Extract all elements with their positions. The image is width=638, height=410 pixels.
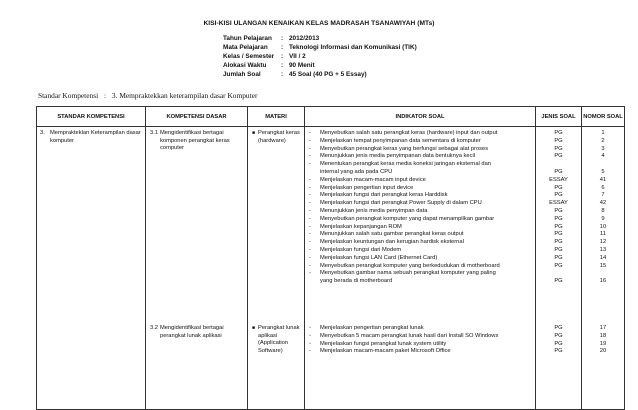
header-materi: MATERI xyxy=(248,107,305,127)
indicator-dash: - xyxy=(309,153,311,160)
indicator-line xyxy=(309,270,496,276)
sk-text: Memprakteklan Keterampilan dasar komputer xyxy=(50,130,141,144)
kd-number: 3.2 xyxy=(150,325,158,331)
jenis-soal-value: ESSAY xyxy=(549,176,568,183)
indicator-line xyxy=(309,138,481,144)
meta-colon: : xyxy=(281,44,284,52)
meta-value: 90 Menit xyxy=(289,62,315,70)
indicator-dash: - xyxy=(309,184,311,191)
nomor-soal-value: 4 xyxy=(601,153,605,160)
nomor-soal-value: 6 xyxy=(601,184,605,191)
indicator-line xyxy=(309,146,488,152)
indicator-text: Menjelaskan fungsi perangkat lunak system utility xyxy=(320,340,447,347)
header-nomor-soal: NOMOR SOAL xyxy=(582,107,625,127)
indicator-dash: - xyxy=(309,137,311,144)
indicator-dash: - xyxy=(309,223,311,230)
indicator-text: Menjelaskan kepanjangan ROM xyxy=(320,223,402,230)
indicator-line xyxy=(309,325,424,331)
nomor-soal-value: 41 xyxy=(599,176,607,183)
nomor-soal-value: 12 xyxy=(599,239,607,246)
indicator-text: Menentukan perangkat keras media koneksi jaringan eksternal dan xyxy=(320,161,492,168)
indicator-text: Menyebutkan 5 macam perangkat lunak hasil dari Install SO Windows xyxy=(320,332,499,339)
indicator-line xyxy=(309,177,426,183)
indicator-dash: - xyxy=(309,348,311,355)
bullet-icon: ■ xyxy=(252,325,256,331)
table-row xyxy=(37,127,625,410)
indicator-line xyxy=(309,153,475,159)
indicator-dash: - xyxy=(309,262,311,269)
materi-text: Perangkat keras (hardware) xyxy=(258,130,300,144)
indicator-text: Menjelaskan tempat penyimpanan data sementara di komputer xyxy=(320,137,481,144)
kd-entry xyxy=(150,325,245,340)
indicator-text: Menjelaskan keuntungan dan kerugian hardisk eksternal xyxy=(320,239,464,246)
indicator-line xyxy=(309,200,482,206)
nomor-soal-value: 19 xyxy=(599,340,607,347)
meta-label: Kelas / Semester xyxy=(223,53,275,61)
indicator-dash: - xyxy=(309,340,311,347)
nomor-soal-value: 15 xyxy=(599,262,607,269)
jenis-soal-value: PG xyxy=(554,247,563,253)
indicator-text: Menyebutkan perangkat komputer yang dapat menampilkan gambar xyxy=(320,215,495,222)
standar-label: Standar Kompetensi xyxy=(38,91,99,100)
nomor-soal-value: 8 xyxy=(601,208,605,214)
jenis-soal-value: PG xyxy=(554,184,563,191)
nomor-soal-value: 18 xyxy=(599,332,607,339)
indicator-line xyxy=(309,263,500,269)
header-standar-kompetensi: STANDAR KOMPETENSI xyxy=(37,107,146,127)
jenis-soal-value: PG xyxy=(554,332,563,339)
meta-colon: : xyxy=(281,62,284,70)
jenis-soal-value: PG xyxy=(554,340,563,347)
indicator-dash: - xyxy=(309,130,311,136)
indicator-text: Menjelaskan macam-macam paket Microsoft Office xyxy=(320,348,451,355)
jenis-soal-value: PG xyxy=(554,169,563,175)
meta-row xyxy=(223,43,417,52)
indicator-dash: - xyxy=(309,145,311,152)
cell-nomor-soal xyxy=(582,127,625,410)
jenis-soal-value: PG xyxy=(554,208,563,214)
cell-materi xyxy=(248,127,305,410)
meta-label: Jumlah Soal xyxy=(223,71,261,79)
cell-indikator-soal xyxy=(305,127,536,410)
jenis-soal-value: PG xyxy=(554,262,563,269)
indicator-dash: - xyxy=(309,247,311,253)
cell-kompetensi-dasar xyxy=(146,127,248,410)
meta-value: 45 Soal (40 PG + 5 Essay) xyxy=(289,71,367,79)
meta-value: Teknologi Informasi dan Komunikasi (TIK) xyxy=(289,44,417,52)
jenis-soal-value: PG xyxy=(554,145,563,152)
indicator-line xyxy=(309,231,464,237)
indicator-dash: - xyxy=(309,332,311,339)
meta-block xyxy=(223,34,417,79)
header-kompetensi-dasar: KOMPETENSI DASAR xyxy=(146,107,248,127)
indicator-text: Menunjukkan jenis media penyimpan data xyxy=(320,208,428,214)
jenis-soal-value: PG xyxy=(554,137,563,144)
indicator-dash: - xyxy=(309,200,311,207)
nomor-soal-value: 13 xyxy=(599,247,607,253)
indicator-line xyxy=(309,161,491,167)
materi-entry xyxy=(252,325,302,355)
indicator-text: yang berada di motherboard xyxy=(320,278,393,285)
indicator-dash: - xyxy=(309,325,311,331)
indicator-line xyxy=(309,255,437,261)
document-title: KISI-KISI ULANGAN KENAIKAN KELAS MADRASAH TSANAWIYAH (MTs) xyxy=(203,20,435,27)
indicator-line xyxy=(309,224,402,230)
indicator-line xyxy=(309,247,401,253)
standar-value: 3. Mempraktekkan keterampilan dasar Komputer xyxy=(111,91,258,100)
indicator-line xyxy=(309,169,392,175)
indicator-text: Menjelaskan pengertian perangkat lunak xyxy=(320,325,424,331)
indicator-line xyxy=(309,208,427,214)
meta-value: VII / 2 xyxy=(289,53,306,61)
nomor-soal-value: 14 xyxy=(599,254,607,261)
nomor-soal-value: 9 xyxy=(601,215,605,222)
meta-row xyxy=(223,34,417,43)
indicator-dash: - xyxy=(309,161,311,168)
indicator-line xyxy=(309,333,498,339)
meta-value: 2012/2013 xyxy=(289,35,320,42)
indicator-dash: - xyxy=(309,215,311,222)
indicator-dash: - xyxy=(309,208,311,214)
indicator-text: Menjelaskan fungsi dari Modem xyxy=(320,247,402,253)
nomor-soal-value: 1 xyxy=(601,130,605,136)
indicator-dash: - xyxy=(309,176,311,183)
indicator-line xyxy=(309,341,446,347)
kisi-kisi-table xyxy=(36,106,625,410)
kd-number: 3.1 xyxy=(150,130,158,136)
standar-kompetensi-line xyxy=(38,91,261,100)
indicator-text: internal yang ada pada CPU xyxy=(320,169,393,175)
standar-separator: : xyxy=(104,91,107,100)
indicator-text: Menjelaskan fungsi LAN Card (Ethernet Card) xyxy=(320,254,438,261)
nomor-soal-value: 20 xyxy=(599,348,607,355)
cell-standar-kompetensi xyxy=(37,127,146,410)
nomor-soal-value: 5 xyxy=(601,169,605,175)
nomor-soal-value: 2 xyxy=(601,137,605,144)
jenis-soal-value: PG xyxy=(554,254,563,261)
header-indikator-soal: INDIKATOR SOAL xyxy=(305,107,536,127)
indicator-text: Menyebutkan perangkat keras yang berfungsi sebagai alat proses xyxy=(320,145,489,152)
jenis-soal-value: PG xyxy=(554,231,563,238)
meta-colon: : xyxy=(281,53,284,61)
indicator-line xyxy=(309,185,413,191)
indicator-line xyxy=(309,192,448,198)
indicator-line xyxy=(309,239,464,245)
meta-label: Mata Pelajaran xyxy=(223,44,268,52)
meta-row xyxy=(223,52,417,61)
materi-entry xyxy=(252,130,302,145)
kd-text: Mengidentifikasi bertagai perangkat lunak aplikasi xyxy=(160,325,224,339)
sk-number: 3. xyxy=(40,130,45,136)
indicator-dash: - xyxy=(309,192,311,199)
header-jenis-soal: JENIS SOAL xyxy=(536,107,582,127)
indicator-dash: - xyxy=(309,239,311,246)
meta-row xyxy=(223,61,417,70)
nomor-soal-value: 3 xyxy=(601,145,605,152)
meta-row xyxy=(223,70,417,79)
jenis-soal-value: PG xyxy=(554,239,563,246)
indicator-line xyxy=(309,348,451,354)
indicator-text: Menjelaskan fungsi dari perangkat keras Harddisk xyxy=(320,192,448,199)
indicator-text: Menjelaskan fungsi dari perangkat Power Supply di dalam CPU xyxy=(320,200,482,207)
jenis-soal-value: PG xyxy=(554,130,563,136)
jenis-soal-value: ESSAY xyxy=(549,200,568,207)
jenis-soal-value: PG xyxy=(554,153,563,160)
indicator-line xyxy=(309,278,392,284)
nomor-soal-value: 17 xyxy=(599,325,607,331)
nomor-soal-value: 16 xyxy=(599,278,607,285)
meta-colon: : xyxy=(281,71,284,79)
indicator-text: Menyebutkan salah satu perangkat keras (hardware) input dan output xyxy=(320,130,498,136)
nomor-soal-value: 7 xyxy=(601,192,605,199)
jenis-soal-value: PG xyxy=(554,278,563,285)
meta-colon: : xyxy=(281,35,284,42)
jenis-soal-value: PG xyxy=(554,223,563,230)
jenis-soal-value: PG xyxy=(554,348,563,355)
bullet-icon: ■ xyxy=(252,130,256,136)
indicator-text: Menyebutkan perangkat komputer yang berkedudukan di motherboard xyxy=(320,262,500,269)
kd-entry xyxy=(150,130,245,153)
jenis-soal-value: PG xyxy=(554,325,563,331)
materi-text: Perangkat lunak aplikasi (Application Software) xyxy=(258,325,300,354)
indicator-text: Menunjukkan jenis media penyimpanan data bentuknya kecil xyxy=(320,153,476,160)
meta-label: Tahun Pelajaran xyxy=(223,35,272,42)
indicator-dash: - xyxy=(309,254,311,261)
indicator-text: Menjelaskan pengertian input device xyxy=(320,184,414,191)
jenis-soal-value: PG xyxy=(554,215,563,222)
indicator-line xyxy=(309,216,494,222)
kd-text: Mengidentifikasi bertagai komponen perangkat keras computer xyxy=(160,130,230,151)
cell-jenis-soal xyxy=(536,127,582,410)
sk-entry xyxy=(40,130,143,145)
meta-label: Alokasi Waktu xyxy=(223,62,267,70)
indicator-text: Menyebutkan gambar nama sebuah perangkat komputer yang paling xyxy=(320,270,496,277)
table-header-row xyxy=(37,107,625,127)
nomor-soal-value: 10 xyxy=(599,223,607,230)
indicator-text: Menjelaskan macam-macam input device xyxy=(320,176,426,183)
indicator-dash: - xyxy=(309,231,311,238)
indicator-dash: - xyxy=(309,270,311,277)
indicator-line xyxy=(309,130,497,136)
nomor-soal-value: 11 xyxy=(600,231,606,238)
indicator-text: Menunjukkan salah satu gambar perangkat keras output xyxy=(320,231,464,238)
nomor-soal-value: 42 xyxy=(599,200,607,207)
jenis-soal-value: PG xyxy=(554,192,563,199)
